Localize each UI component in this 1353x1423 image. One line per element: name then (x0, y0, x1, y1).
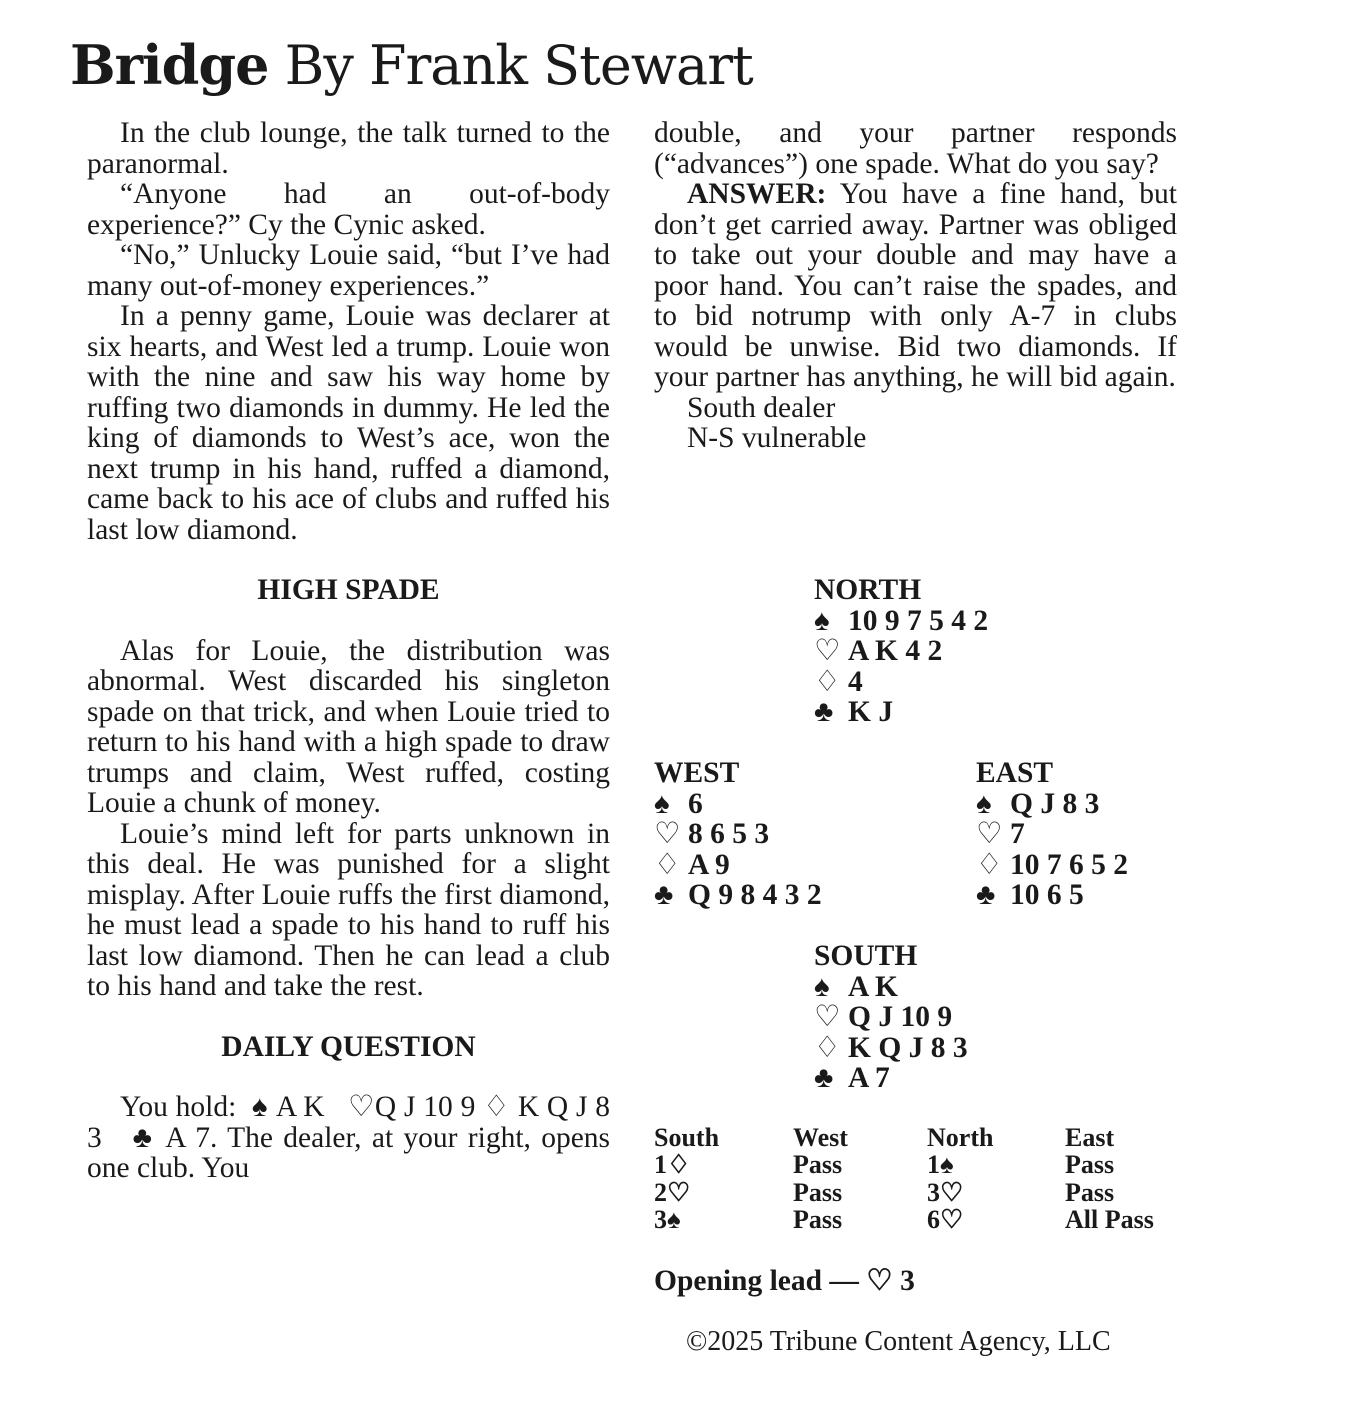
paragraph: Louie’s mind left for parts unknown in this deal. He was punished for a slight misplay. After Louie ruffs the first diamond, he must lead a spade to his hand to ruff his last low diamond. Then he can lead a club to his hand and take the rest. (87, 817, 610, 1002)
heart-icon: ♡ (654, 818, 681, 850)
bidding-column-north (927, 1124, 993, 1233)
club-icon: ♣ (976, 879, 996, 911)
right-column (654, 118, 1177, 454)
title-bridge: Bridge (70, 33, 269, 97)
dealer-info: South dealer (687, 391, 836, 424)
title-byline: By Frank Stewart (268, 34, 753, 97)
bidding-column-west (793, 1124, 848, 1233)
north-hand: NORTH ♠ 10 9 7 5 4 2 ♡ A K 4 2 ♢ 4 ♣ K J (814, 574, 989, 728)
section-heading-daily-question: DAILY QUESTION (221, 1030, 476, 1063)
bid-cell: 3♡ (927, 1177, 964, 1207)
left-column (87, 118, 610, 1184)
bidding-column-south (654, 1124, 719, 1233)
bid-cell: 1♢ (654, 1150, 691, 1180)
heart-icon: ♡ (866, 1265, 893, 1297)
hand-label: SOUTH (814, 940, 918, 972)
club-icon: ♣ (654, 879, 674, 911)
west-hand: WEST ♠ 6 ♡ 8 6 5 3 ♢ A 9 ♣ Q 9 8 4 3 2 (654, 757, 822, 911)
section-heading-high-spade: HIGH SPADE (257, 574, 440, 606)
heart-icon: ♡ (814, 1001, 841, 1033)
diamond-icon: ♢ (814, 1031, 841, 1064)
bidding-header: South (654, 1123, 720, 1152)
bid-cell: Pass (793, 1204, 843, 1234)
bidding-header: West (793, 1123, 848, 1152)
column-title (70, 28, 753, 103)
paragraph: In the club lounge, the talk turned to the paranormal. (87, 117, 610, 180)
paragraph: Alas for Louie, the distribution was abnormal. West discarded his singleton spade on that trick, and when Louie tried to return to his hand with a high spade to draw trumps and claim, West ruffed, costing Louie a chunk of money. (87, 634, 610, 819)
paragraph: “Anyone had an out-of-body experience?” Cy the Cynic asked. (87, 178, 610, 241)
heart-icon: ♡ (348, 1091, 375, 1123)
spade-icon: ♠ (654, 787, 670, 820)
bid-cell: All Pass (1065, 1204, 1154, 1234)
hand-label: WEST (654, 757, 740, 789)
heart-icon: ♡ (976, 818, 1003, 850)
spade-icon: ♠ (251, 1091, 269, 1123)
answer-paragraph: ANSWER: You have a fine hand, but don’t get carried away. Partner was obliged to take out your double and may have a poor hand. You can’t raise the spades, and to bid notrump with only A-7 in clubs would be unwise. Bid two diamonds. If your partner has anything, he will bid again. (654, 178, 1177, 393)
diamond-icon: ♢ (654, 848, 681, 881)
vulnerability-info: N-S vulnerable (687, 422, 867, 454)
club-icon: ♣ (132, 1121, 155, 1154)
answer-label: ANSWER: (687, 178, 827, 210)
bidding-column-east (1065, 1124, 1154, 1233)
bid-cell: Pass (1065, 1177, 1115, 1207)
south-hand: SOUTH ♠ A K ♡ Q J 10 9 ♢ K Q J 8 3 ♣ A 7 (814, 940, 968, 1094)
bidding-header: East (1065, 1123, 1115, 1152)
hand-label: EAST (976, 757, 1054, 789)
bid-cell: Pass (1065, 1150, 1115, 1180)
paragraph: In a penny game, Louie was declarer at six hearts, and West led a trump. Louie won with the nine and saw his way home by ruffing two diamonds in dummy. He led the king of diamonds to West’s ace, won the next trump in his hand, ruffed a diamond, came back to his ace of clubs and ruffed his last low diamond. (87, 300, 610, 546)
heart-icon: ♡ (814, 635, 841, 667)
bid-cell: Pass (793, 1150, 843, 1180)
bid-cell: 6♡ (927, 1204, 964, 1234)
spade-icon: ♠ (976, 787, 992, 820)
spade-icon: ♠ (814, 970, 830, 1003)
diamond-icon: ♢ (483, 1091, 511, 1123)
bid-cell: 3♠ (654, 1204, 681, 1234)
copyright: ©2025 Tribune Content Agency, LLC (686, 1326, 1111, 1357)
bid-cell: Pass (793, 1177, 843, 1207)
opening-lead: Opening lead — ♡ 3 (654, 1265, 915, 1297)
hand-label: NORTH (814, 574, 922, 606)
diamond-icon: ♢ (814, 665, 841, 698)
spade-icon: ♠ (814, 604, 830, 637)
east-hand: EAST ♠ Q J 8 3 ♡ 7 ♢ 10 7 6 5 2 ♣ 10 6 5 (976, 757, 1128, 911)
bid-cell: 2♡ (654, 1177, 691, 1207)
daily-question-continued: double, and your partner responds (“advances”) one spade. What do you say? (654, 117, 1177, 180)
club-icon: ♣ (814, 1062, 834, 1094)
diamond-icon: ♢ (976, 848, 1003, 881)
daily-question-text: You hold: ♠ A K ♡Q J 10 9 ♢ K Q J 8 3 ♣ A 7. The dealer, at your right, opens one club. You (87, 1091, 611, 1184)
club-icon: ♣ (814, 696, 834, 728)
bid-cell: 1♠ (927, 1150, 954, 1180)
bidding-header: North (927, 1123, 994, 1152)
paragraph: “No,” Unlucky Louie said, “but I’ve had many out-of-money experiences.” (87, 239, 610, 302)
